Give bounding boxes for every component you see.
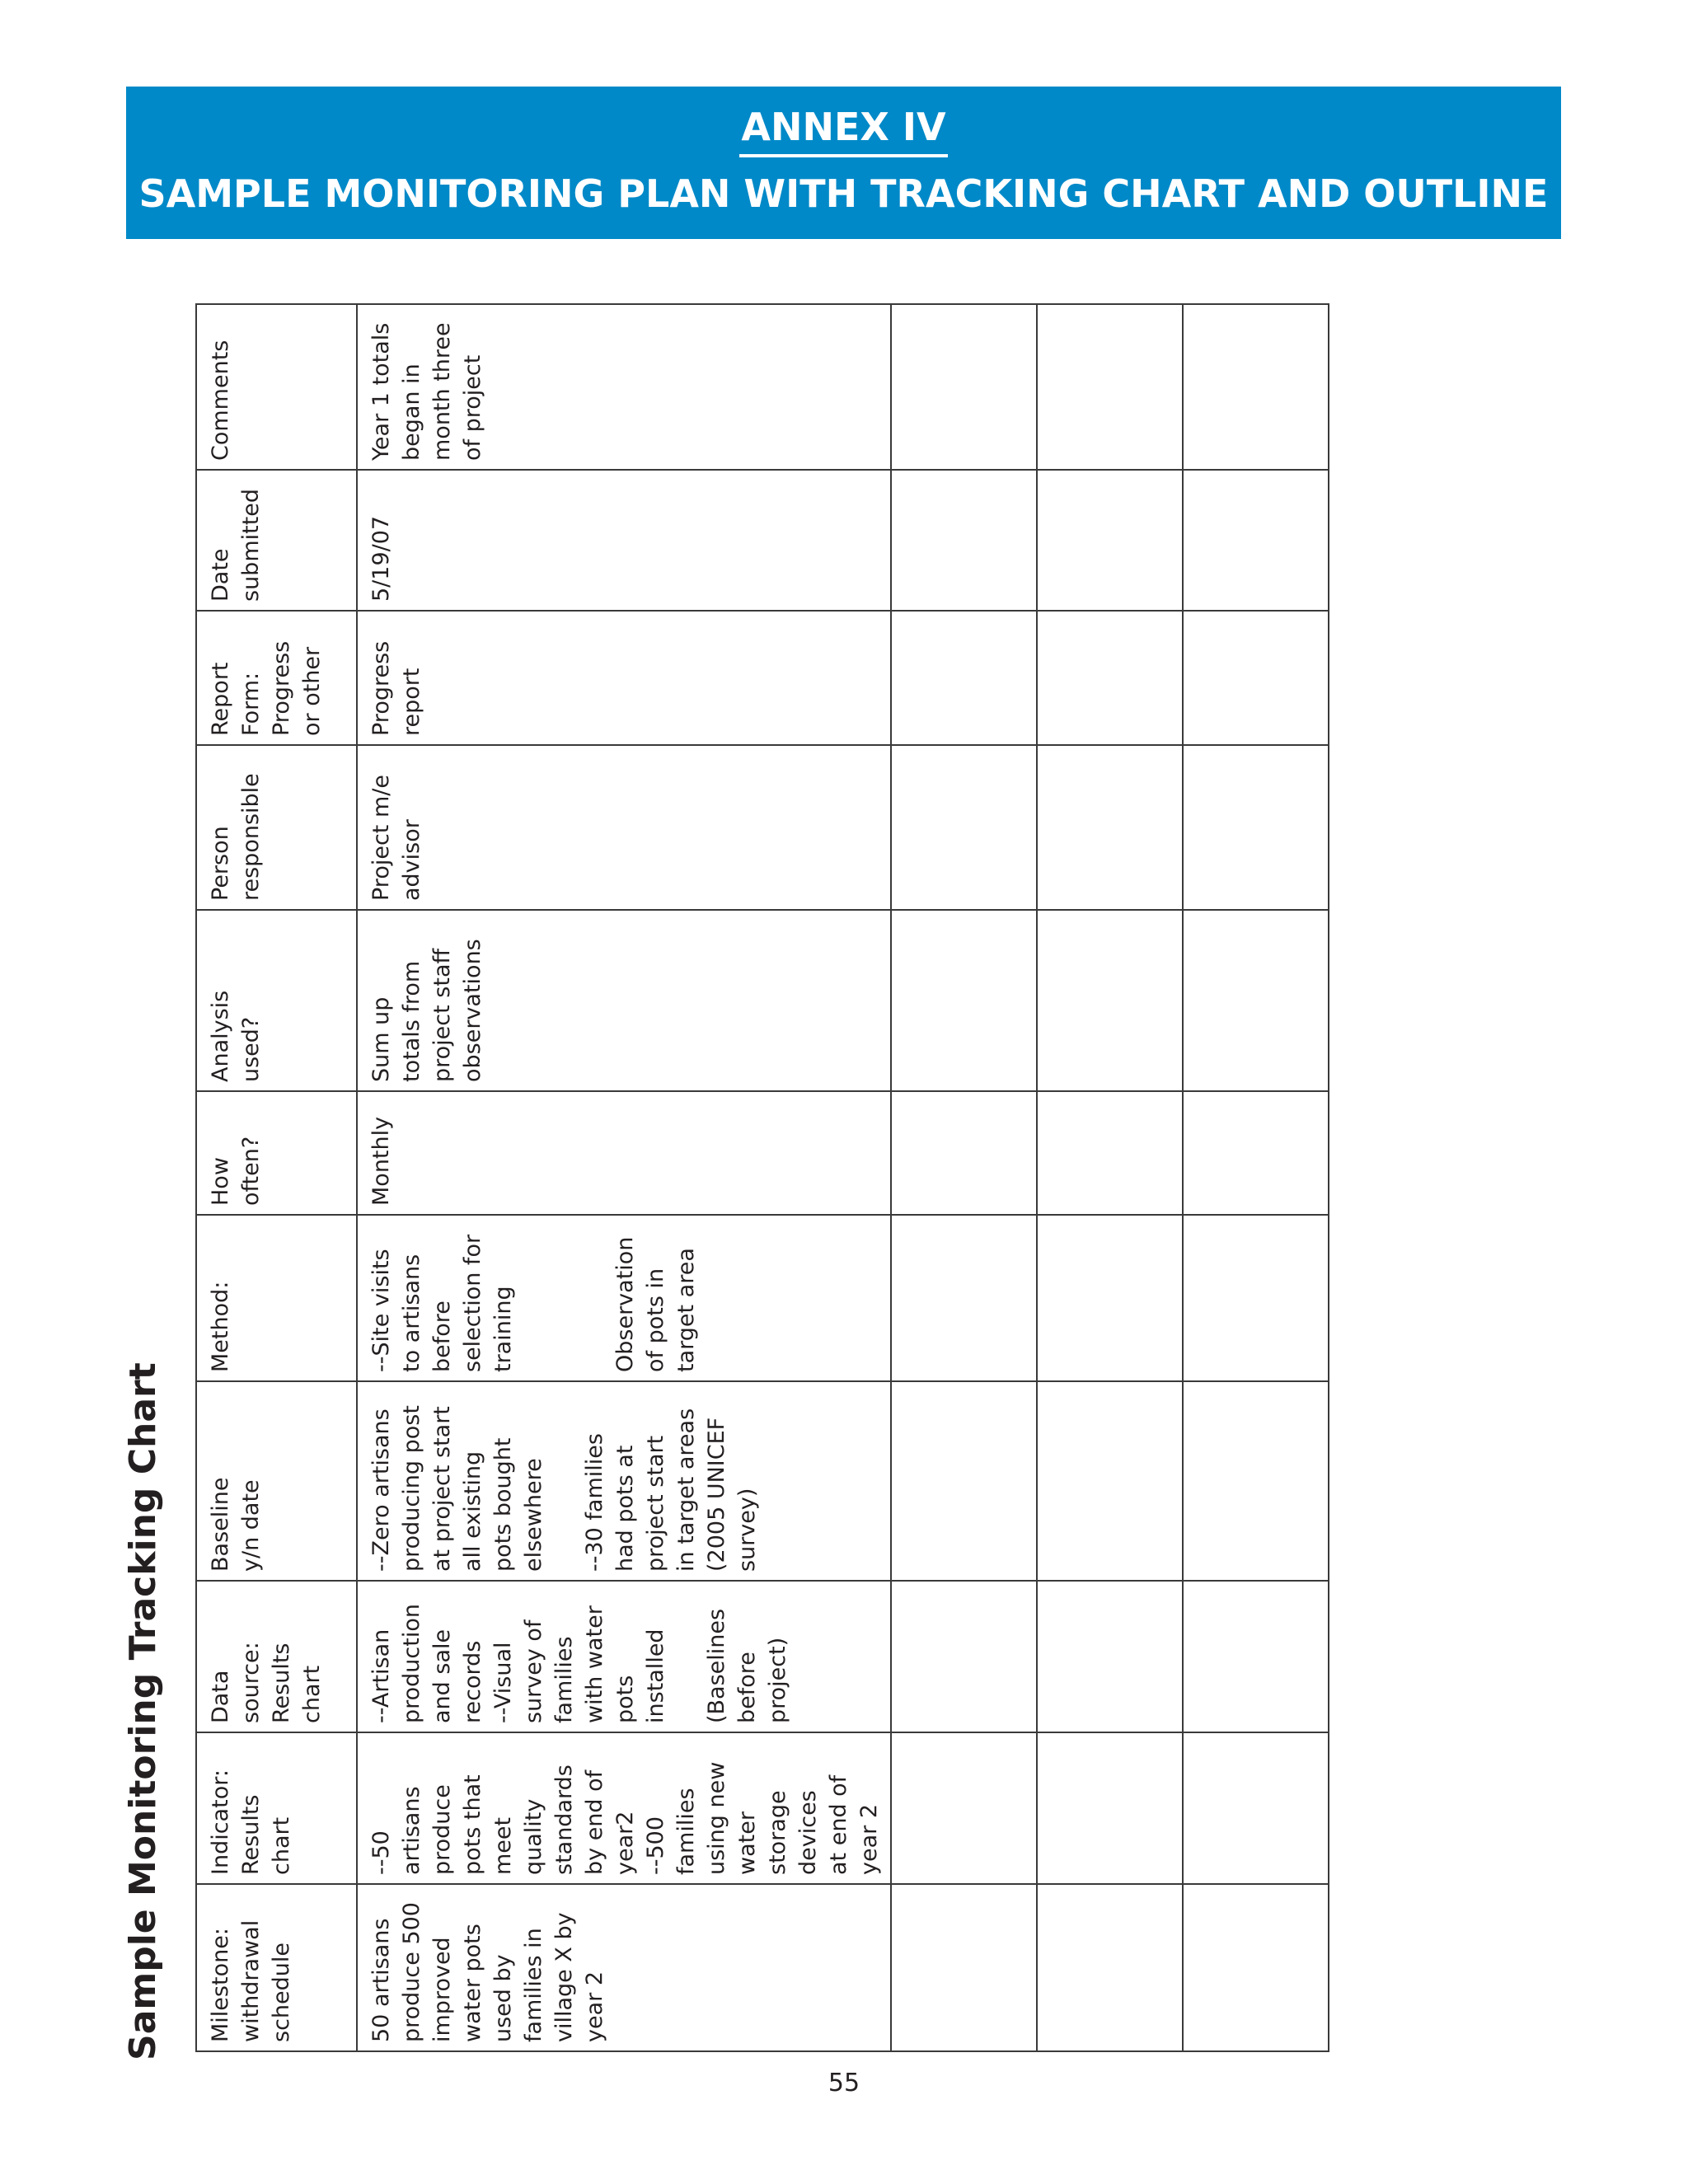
column-header: Person responsible (196, 745, 357, 910)
empty-cell (891, 470, 1037, 611)
empty-cell (1183, 1581, 1329, 1732)
table-cell: --Zero artisans producing post at project start all existing pots bought elsewhere --30 families had pots at project start in target areas (2005 UNICEF survey) (357, 1381, 891, 1581)
annex-subtitle: SAMPLE MONITORING PLAN WITH TRACKING CHART AND OUTLINE (138, 171, 1549, 216)
tracking-chart-table (195, 303, 1329, 2052)
column-header: Date submitted (196, 470, 357, 611)
empty-cell (1037, 1732, 1183, 1884)
empty-cell (1037, 1884, 1183, 2051)
table-cell: --50 artisans produce pots that meet quality standards by end of year2 --500 families using new water storage devices at end of year 2 (357, 1732, 891, 1884)
empty-cell (891, 1732, 1037, 1884)
empty-cell (891, 304, 1037, 470)
empty-cell (891, 910, 1037, 1091)
empty-cell (1183, 470, 1329, 611)
table-cell: --Site visits to artisans before selection for training Observation of pots in target area (357, 1215, 891, 1381)
column-header: Analysis used? (196, 910, 357, 1091)
empty-row (1183, 304, 1329, 2051)
header-banner (126, 87, 1561, 239)
column-header: Indicator: Results chart (196, 1732, 357, 1884)
empty-cell (1037, 1581, 1183, 1732)
table-cell: Sum up totals from project staff observations (357, 910, 891, 1091)
empty-cell (1183, 611, 1329, 745)
empty-cell (1037, 470, 1183, 611)
empty-cell (891, 745, 1037, 910)
empty-row (891, 304, 1037, 2051)
empty-cell (1183, 1884, 1329, 2051)
table-cell: 50 artisans produce 500 improved water pots used by families in village X by year 2 (357, 1884, 891, 2051)
empty-cell (891, 1884, 1037, 2051)
empty-cell (1037, 611, 1183, 745)
chart-title: Sample Monitoring Tracking Chart (122, 1362, 164, 2060)
empty-cell (1183, 1381, 1329, 1581)
annex-title-text: ANNEX IV (739, 105, 947, 157)
column-header: Comments (196, 304, 357, 470)
empty-row (1037, 304, 1183, 2051)
empty-cell (891, 1381, 1037, 1581)
page-number: 55 (828, 2069, 860, 2097)
empty-cell (1037, 745, 1183, 910)
empty-cell (1037, 1381, 1183, 1581)
table-cell: Monthly (357, 1091, 891, 1215)
empty-cell (891, 1091, 1037, 1215)
empty-cell (1037, 304, 1183, 470)
empty-cell (1037, 1215, 1183, 1381)
table-cell: Year 1 totals began in month three of project (357, 304, 891, 470)
empty-cell (1037, 910, 1183, 1091)
empty-cell (891, 1581, 1037, 1732)
table-row (357, 304, 891, 2051)
table-cell: Project m/e advisor (357, 745, 891, 910)
column-header: Report Form: Progress or other (196, 611, 357, 745)
column-header: Milestone: withdrawal schedule (196, 1884, 357, 2051)
header-row (196, 304, 357, 2051)
empty-cell (1037, 1091, 1183, 1215)
table-cell: --Artisan production and sale records --Visual survey of families with water pots installed (Baselines before project) (357, 1581, 891, 1732)
empty-cell (1183, 910, 1329, 1091)
column-header: Method: (196, 1215, 357, 1381)
empty-cell (1183, 1091, 1329, 1215)
annex-title (126, 105, 1561, 157)
empty-cell (1183, 1732, 1329, 1884)
empty-cell (1183, 304, 1329, 470)
column-header: How often? (196, 1091, 357, 1215)
column-header: Data source: Results chart (196, 1581, 357, 1732)
empty-cell (1183, 1215, 1329, 1381)
empty-cell (891, 611, 1037, 745)
rotated-tracking-chart (115, 305, 1269, 2060)
table-cell: 5/19/07 (357, 470, 891, 611)
empty-cell (1183, 745, 1329, 910)
column-header: Baseline y/n date (196, 1381, 357, 1581)
empty-cell (891, 1215, 1037, 1381)
table-cell: Progress report (357, 611, 891, 745)
